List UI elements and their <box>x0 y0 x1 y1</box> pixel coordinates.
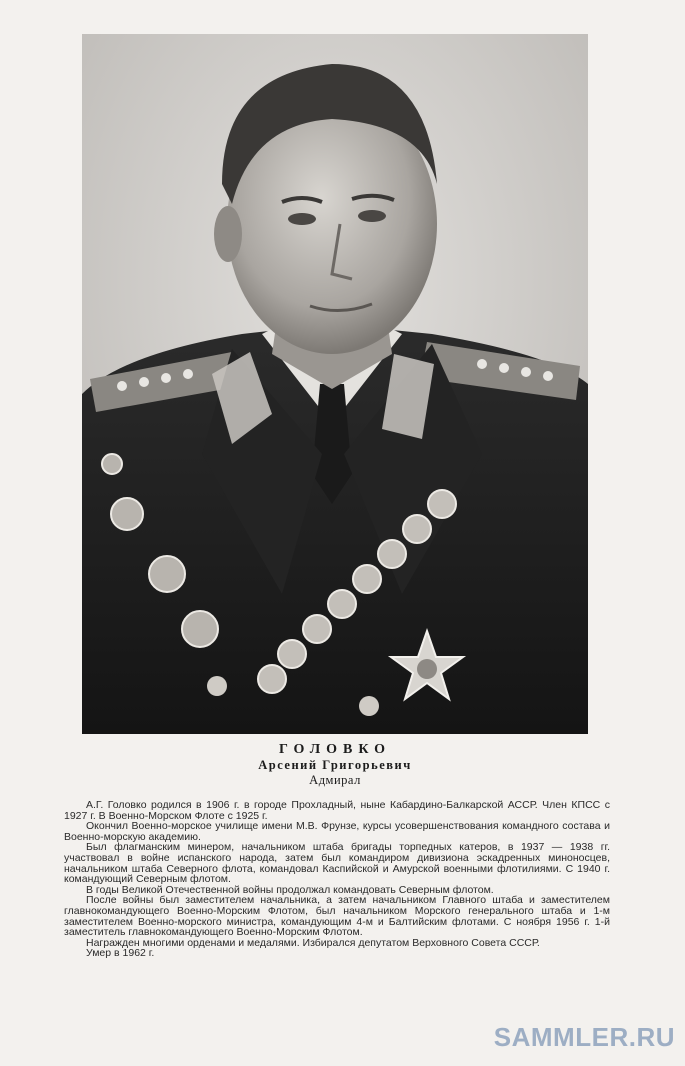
bio-paragraph: Окончил Военно-морское училище имени М.В. Фрунзе, курсы усовершенствования командного состава и Военно-морскую академию. <box>64 820 610 843</box>
bio-paragraph: После войны был заместителем начальника, а затем начальником Главного штаба и заместителем главнокомандующего Военно-Морским Флотом, был начальником Морского генерального штаба и 1-м заместителем Военно-морского министра, командующим 4-м и Балтийским флотами. С ноября 1956 г. 1-й заместитель главнокомандующего Военно-Морским Флотом. <box>64 894 610 939</box>
bio-paragraph: А.Г. Головко родился в 1906 г. в городе Прохладный, ныне Кабардино-Балкарской АССР. Член КПСС с 1927 г. В Военно-Морском Флоте с 1925 г. <box>64 799 610 822</box>
portrait-illustration <box>82 34 588 734</box>
rank-label: Адмирал <box>309 773 361 787</box>
surname-heading: ГОЛОВКО <box>278 742 392 757</box>
caption <box>82 742 588 788</box>
bio-paragraph: Награжден многими орденами и медалями. Избирался депутатом Верховного Совета СССР. <box>86 936 540 949</box>
bio-paragraph: В годы Великой Отечественной войны продолжал командовать Северным флотом. <box>86 883 494 896</box>
bio-paragraph: Умер в 1962 г. <box>86 947 155 960</box>
fullname-subheading: Арсений Григорьевич <box>258 758 412 772</box>
biography-text <box>64 800 610 959</box>
portrait-photo <box>82 34 588 734</box>
bio-paragraph: Был флагманским минером, начальником штаба бригады торпедных катеров, в 1937 — 1938 гг. участвовал в войне испанского народа, затем был командиром дивизиона эскадренных миноносцев, начальником штаба Северного флота, командовал Каспийской и Амурской военными флотилиями. С 1940 г. командующий Северным флотом. <box>64 841 610 886</box>
watermark-text: SAMMLER.RU <box>493 1022 675 1052</box>
